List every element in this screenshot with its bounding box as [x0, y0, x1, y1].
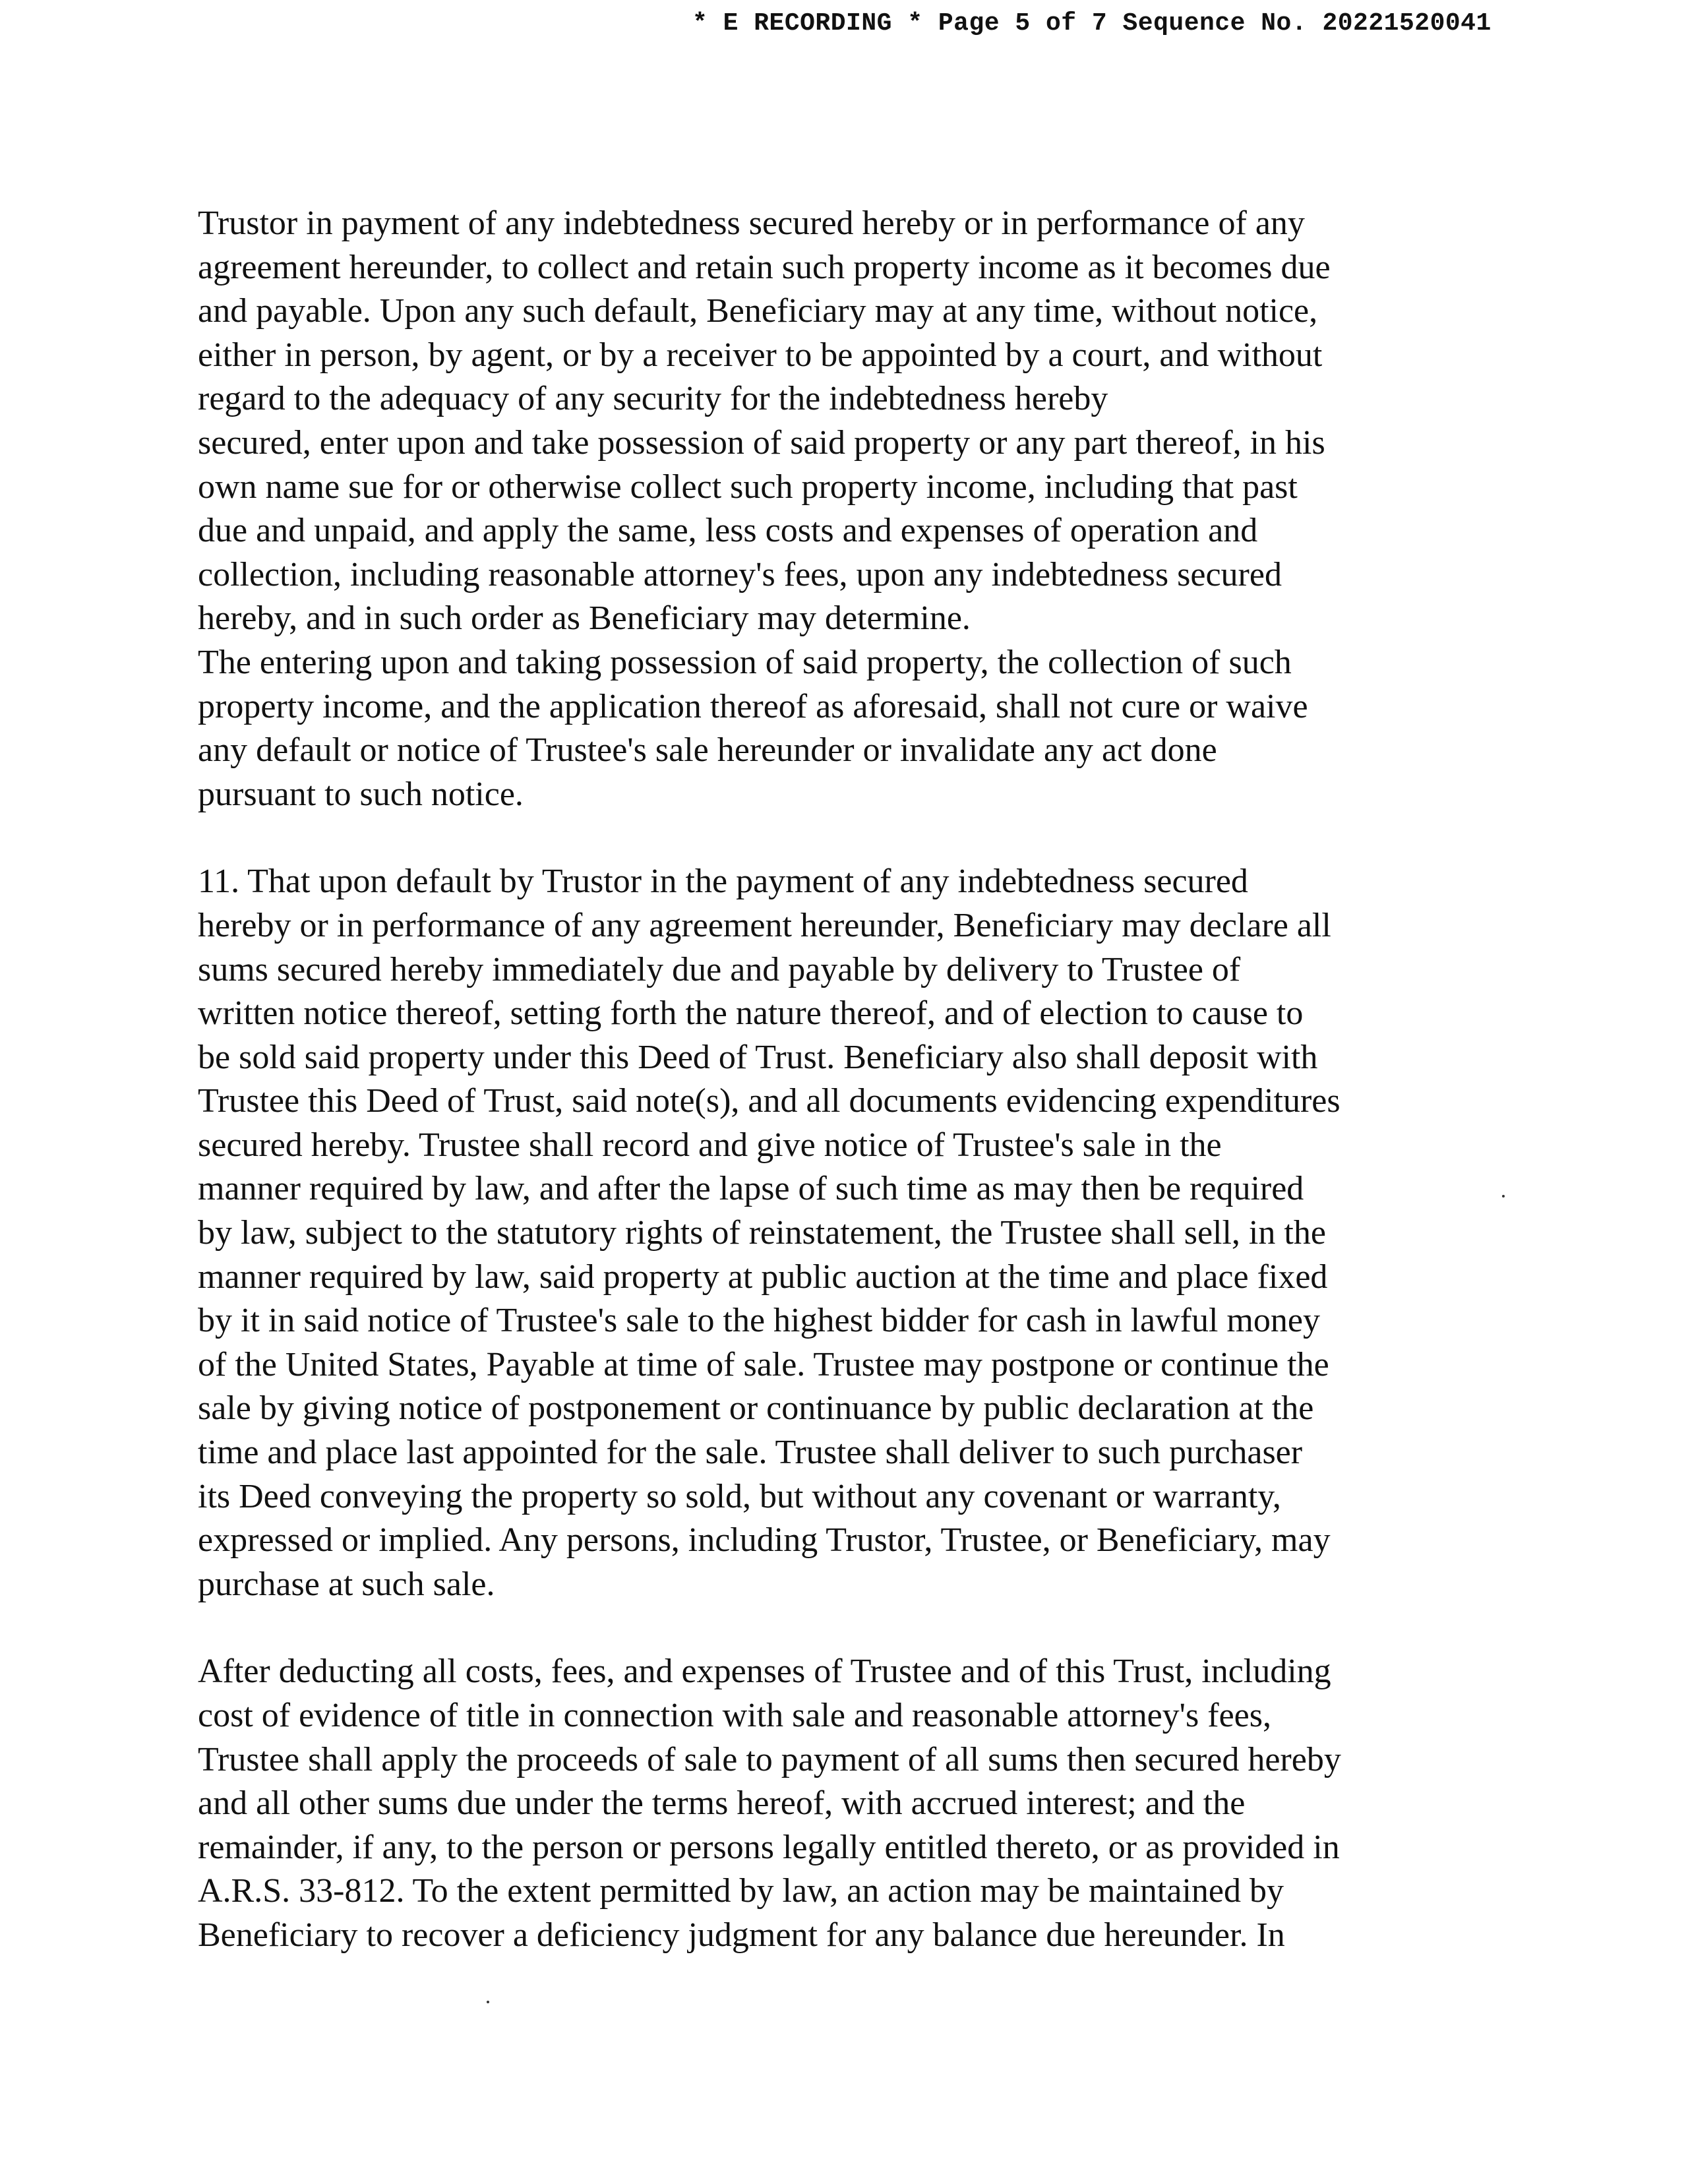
text-line: by law, subject to the statutory rights of reinstatement, the Trustee shall sell, in the	[198, 1214, 1326, 1252]
text-line: agreement hereunder, to collect and retain such property income as it becomes due	[198, 248, 1331, 286]
text-line: either in person, by agent, or by a receiver to be appointed by a court, and without	[198, 336, 1323, 374]
text-line: be sold said property under this Deed of Trust. Beneficiary also shall deposit with	[198, 1038, 1318, 1076]
text-line: collection, including reasonable attorney's fees, upon any indebtedness secured	[198, 555, 1282, 593]
text-line: After deducting all costs, fees, and expenses of Trustee and of this Trust, including	[198, 1653, 1331, 1691]
text-line: and all other sums due under the terms hereof, with accrued interest; and the	[198, 1784, 1246, 1823]
scan-speck	[487, 2001, 489, 2003]
text-line: manner required by law, said property at public auction at the time and place fixed	[198, 1258, 1328, 1296]
text-line: Beneficiary to recover a deficiency judgment for any balance due hereunder. In	[198, 1916, 1285, 1954]
text-line: purchase at such sale.	[198, 1565, 495, 1603]
text-line: of the United States, Payable at time of sale. Trustee may postpone or continue the	[198, 1345, 1329, 1383]
text-line: Trustee this Deed of Trust, said note(s), and all documents evidencing expenditures	[198, 1082, 1341, 1120]
document-body	[198, 202, 1490, 1958]
text-line: cost of evidence of title in connection with sale and reasonable attorney's fees,	[198, 1697, 1271, 1734]
text-line: secured, enter upon and take possession of said property or any part thereof, in his	[198, 423, 1325, 462]
recording-header-stamp: * E RECORDING * Page 5 of 7 Sequence No. 20221520041	[692, 9, 1492, 38]
text-line: A.R.S. 33-812. To the extent permitted by law, an action may be maintained by	[198, 1872, 1284, 1910]
text-line: written notice thereof, setting forth the nature thereof, and of election to cause to	[198, 994, 1304, 1033]
text-line: own name sue for or otherwise collect such property income, including that past	[198, 468, 1298, 506]
scan-speck	[1502, 1195, 1505, 1198]
text-line: sale by giving notice of postponement or continuance by public declaration at the	[198, 1389, 1314, 1428]
text-line: time and place last appointed for the sale. Trustee shall deliver to such purchaser	[198, 1434, 1303, 1472]
text-line: property income, and the application thereof as aforesaid, shall not cure or waive	[198, 687, 1308, 725]
text-line: hereby or in performance of any agreement hereunder, Beneficiary may declare all	[198, 906, 1331, 944]
text-line: The entering upon and taking possession of said property, the collection of such	[198, 643, 1292, 681]
paragraph-section-11-default	[198, 860, 1490, 1606]
text-line: its Deed conveying the property so sold, but without any covenant or warranty,	[198, 1477, 1281, 1515]
text-line: manner required by law, and after the lapse of such time as may then be required	[198, 1170, 1304, 1208]
text-line: any default or notice of Trustee's sale hereunder or invalidate any act done	[198, 731, 1217, 770]
text-line: secured hereby. Trustee shall record and give notice of Trustee's sale in the	[198, 1126, 1222, 1164]
text-line: 11. That upon default by Trustor in the payment of any indebtedness secured	[198, 863, 1248, 901]
text-line: remainder, if any, to the person or persons legally entitled thereto, or as provided in	[198, 1828, 1340, 1866]
text-line: hereby, and in such order as Beneficiary may determine.	[198, 599, 971, 638]
text-line: Trustee shall apply the proceeds of sale to payment of all sums then secured hereby	[198, 1740, 1341, 1778]
text-line: regard to the adequacy of any security for the indebtedness hereby	[198, 380, 1108, 418]
paragraph-spacer	[198, 1606, 1490, 1650]
text-line: expressed or implied. Any persons, including Trustor, Trustee, or Beneficiary, may	[198, 1521, 1331, 1560]
text-line: Trustor in payment of any indebtedness secured hereby or in performance of any	[198, 204, 1305, 242]
paragraph-proceeds-application	[198, 1650, 1490, 1957]
text-line: by it in said notice of Trustee's sale to the highest bidder for cash in lawful money	[198, 1302, 1320, 1340]
text-line: and payable. Upon any such default, Beneficiary may at any time, without notice,	[198, 292, 1318, 330]
text-line: due and unpaid, and apply the same, less costs and expenses of operation and	[198, 512, 1258, 550]
text-line: pursuant to such notice.	[198, 775, 524, 813]
paragraph-rents-collection	[198, 202, 1490, 816]
text-line: sums secured hereby immediately due and payable by delivery to Trustee of	[198, 950, 1241, 988]
paragraph-spacer	[198, 816, 1490, 860]
